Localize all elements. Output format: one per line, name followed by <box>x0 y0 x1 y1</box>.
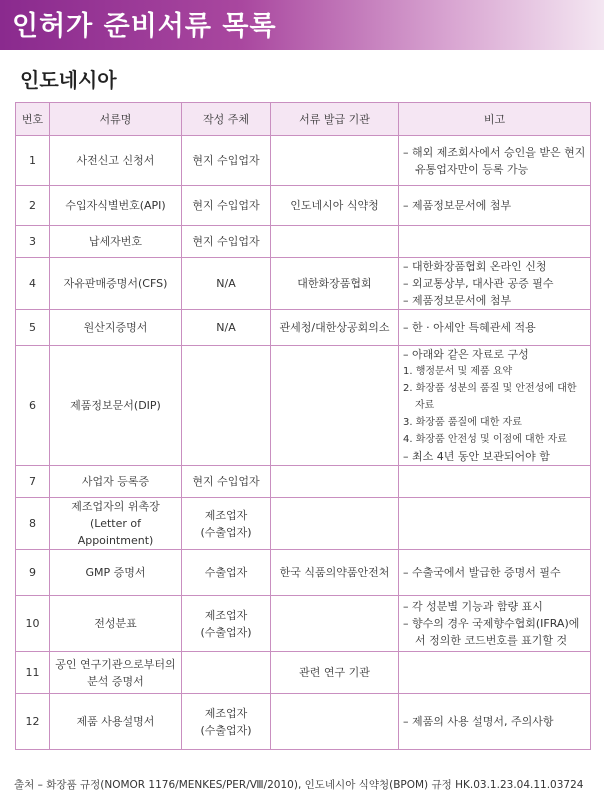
table-row <box>16 694 591 750</box>
author-cell <box>182 136 271 186</box>
author-cell <box>182 466 271 498</box>
row-number <box>16 346 50 466</box>
row-number <box>16 498 50 550</box>
note-item: – 외교통상부, 대사관 공증 필수 <box>403 277 554 290</box>
issuer-text: 대한화장품협회 <box>297 277 372 290</box>
row-number-text: 10 <box>25 617 40 630</box>
table-row <box>16 310 591 346</box>
author-cell <box>182 596 271 652</box>
document-name-cell <box>50 596 182 652</box>
issuer-cell <box>271 466 399 498</box>
document-name-cell <box>50 498 182 550</box>
note-item: 1. 행정문서 및 제품 요약 <box>403 366 513 377</box>
row-number <box>16 226 50 258</box>
author-text: 제조업자 <box>204 706 248 720</box>
author-text: N/A <box>216 277 236 290</box>
document-name: 사전신고 신청서 <box>76 154 155 167</box>
row-number-text: 11 <box>25 666 40 679</box>
author-cell <box>182 694 271 750</box>
document-name-cell <box>50 310 182 346</box>
issuer-cell <box>271 550 399 596</box>
note-cell <box>399 346 591 466</box>
header-banner <box>0 0 604 50</box>
column-header: 서류명 <box>50 103 182 136</box>
author-text: 현지 수입업자 <box>192 199 260 212</box>
row-number <box>16 652 50 694</box>
document-name: 제조업자의 위촉장 <box>71 500 160 513</box>
table-row <box>16 186 591 226</box>
row-number-text: 2 <box>29 199 36 212</box>
row-number <box>16 310 50 346</box>
row-number-text: 8 <box>29 517 36 530</box>
issuer-cell <box>271 652 399 694</box>
document-name: 납세자번호 <box>88 235 143 248</box>
document-name: 자유판매증명서(CFS) <box>63 277 168 290</box>
table-row <box>16 550 591 596</box>
table-body <box>16 136 591 750</box>
document-name: 제품 사용설명서 <box>76 715 155 728</box>
row-number-text: 3 <box>29 235 36 248</box>
note-cell <box>399 310 591 346</box>
note-cell <box>399 498 591 550</box>
document-table <box>15 102 591 750</box>
note-cell <box>399 258 591 310</box>
issuer-cell <box>271 226 399 258</box>
note-item: – 해외 제조회사에서 승인을 받은 현지 유통업자만이 등록 가능 <box>403 145 586 176</box>
document-name: 원산지증명서 <box>83 321 148 334</box>
note-cell <box>399 466 591 498</box>
row-number <box>16 136 50 186</box>
row-number <box>16 694 50 750</box>
note-cell <box>399 136 591 186</box>
author-text: 제조업자 <box>204 608 248 622</box>
note-cell <box>399 550 591 596</box>
document-name-cell <box>50 466 182 498</box>
table-row <box>16 136 591 186</box>
document-name-cell <box>50 186 182 226</box>
document-name-cell <box>50 652 182 694</box>
note-cell <box>399 652 591 694</box>
issuer-text: 한국 식품의약품안전처 <box>279 566 390 579</box>
row-number-text: 7 <box>29 475 36 488</box>
document-name-cell <box>50 226 182 258</box>
table-row <box>16 498 591 550</box>
author-text: 현지 수입업자 <box>192 235 260 248</box>
table-row <box>16 226 591 258</box>
document-name: 사업자 등록증 <box>81 475 150 488</box>
document-name: (Letter of Appointment) <box>77 517 154 547</box>
issuer-cell <box>271 136 399 186</box>
table-row <box>16 258 591 310</box>
document-name: 수입자식별번호(API) <box>65 199 166 212</box>
row-number-text: 12 <box>25 715 40 728</box>
row-number-text: 4 <box>29 277 36 290</box>
issuer-cell <box>271 258 399 310</box>
note-cell <box>399 596 591 652</box>
note-item: – 제품의 사용 설명서, 주의사항 <box>403 715 554 728</box>
author-text: (수출업자) <box>200 723 252 737</box>
document-name: GMP 증명서 <box>85 566 146 579</box>
note-item: – 수출국에서 발급한 증명서 필수 <box>403 566 561 579</box>
note-item: – 제품정보문서에 첨부 <box>403 294 512 307</box>
note-cell <box>399 694 591 750</box>
author-cell <box>182 310 271 346</box>
document-name: 분석 증명서 <box>87 674 144 688</box>
row-number-text: 9 <box>29 566 36 579</box>
author-cell <box>182 498 271 550</box>
note-cell <box>399 226 591 258</box>
column-header: 비고 <box>399 103 591 136</box>
author-cell <box>182 226 271 258</box>
author-text: 현지 수입업자 <box>192 154 260 167</box>
author-text: (수출업자) <box>200 625 252 639</box>
issuer-cell <box>271 310 399 346</box>
table-row <box>16 346 591 466</box>
issuer-cell <box>271 186 399 226</box>
author-text: 현지 수입업자 <box>192 475 260 488</box>
author-cell <box>182 550 271 596</box>
note-item: – 아래와 같은 자료로 구성 <box>403 348 529 361</box>
row-number-text: 1 <box>29 154 36 167</box>
page-title: 인허가 준비서류 목록 <box>12 11 277 42</box>
table-row <box>16 596 591 652</box>
document-name-cell <box>50 258 182 310</box>
note-item: – 제품정보문서에 첨부 <box>403 199 512 212</box>
author-text: N/A <box>216 321 236 334</box>
issuer-cell <box>271 498 399 550</box>
author-cell <box>182 186 271 226</box>
issuer-cell <box>271 596 399 652</box>
document-name-cell <box>50 346 182 466</box>
row-number-text: 6 <box>29 399 36 412</box>
document-name-cell <box>50 136 182 186</box>
document-name-cell <box>50 550 182 596</box>
table-row <box>16 466 591 498</box>
issuer-cell <box>271 694 399 750</box>
issuer-text: 관련 연구 기관 <box>299 666 370 679</box>
source-note: 출처 – 화장품 규정(NOMOR 1176/MENKES/PER/Ⅷ/2010), 인도네시아 식약청(BPOM) 규정 HK.03.1.23.04.11.03724 <box>14 779 584 791</box>
column-header: 번호 <box>16 103 50 136</box>
note-item: – 한 · 아세안 특혜관세 적용 <box>403 321 536 334</box>
note-cell <box>399 186 591 226</box>
row-number <box>16 258 50 310</box>
row-number <box>16 596 50 652</box>
row-number-text: 5 <box>29 321 36 334</box>
table-row <box>16 652 591 694</box>
issuer-text: 인도네시아 식약청 <box>290 199 379 212</box>
note-item: – 향수의 경우 국제향수협회(IFRA)에서 정의한 코드번호를 표기할 것 <box>403 617 580 647</box>
issuer-text: 관세청/대한상공회의소 <box>279 321 390 334</box>
issuer-cell <box>271 346 399 466</box>
author-cell <box>182 346 271 466</box>
document-name: 전성분표 <box>94 617 137 630</box>
document-name: 제품정보문서(DIP) <box>70 399 161 412</box>
document-name: 공인 연구기관으로부터의 <box>55 657 176 671</box>
column-header: 서류 발급 기관 <box>271 103 399 136</box>
author-text: 수출업자 <box>204 566 248 579</box>
author-text: 제조업자 <box>204 508 248 522</box>
document-name-cell <box>50 694 182 750</box>
note-item: 3. 화장품 품질에 대한 자료 <box>403 417 522 428</box>
note-item: 4. 화장품 안전성 및 이점에 대한 자료 <box>403 434 567 445</box>
author-text: (수출업자) <box>200 525 252 539</box>
country-heading: 인도네시아 <box>20 68 117 92</box>
row-number <box>16 466 50 498</box>
table-header-row <box>16 103 591 136</box>
row-number <box>16 186 50 226</box>
note-item: – 최소 4년 동안 보관되어야 함 <box>403 450 550 463</box>
note-item: 2. 화장품 성분의 품질 및 안전성에 대한 자료 <box>403 383 577 411</box>
author-cell <box>182 652 271 694</box>
row-number <box>16 550 50 596</box>
column-header: 작성 주체 <box>182 103 271 136</box>
note-item: – 각 성분별 기능과 함량 표시 <box>403 600 543 613</box>
note-item: – 대한화장품협회 온라인 신청 <box>403 260 547 273</box>
author-cell <box>182 258 271 310</box>
